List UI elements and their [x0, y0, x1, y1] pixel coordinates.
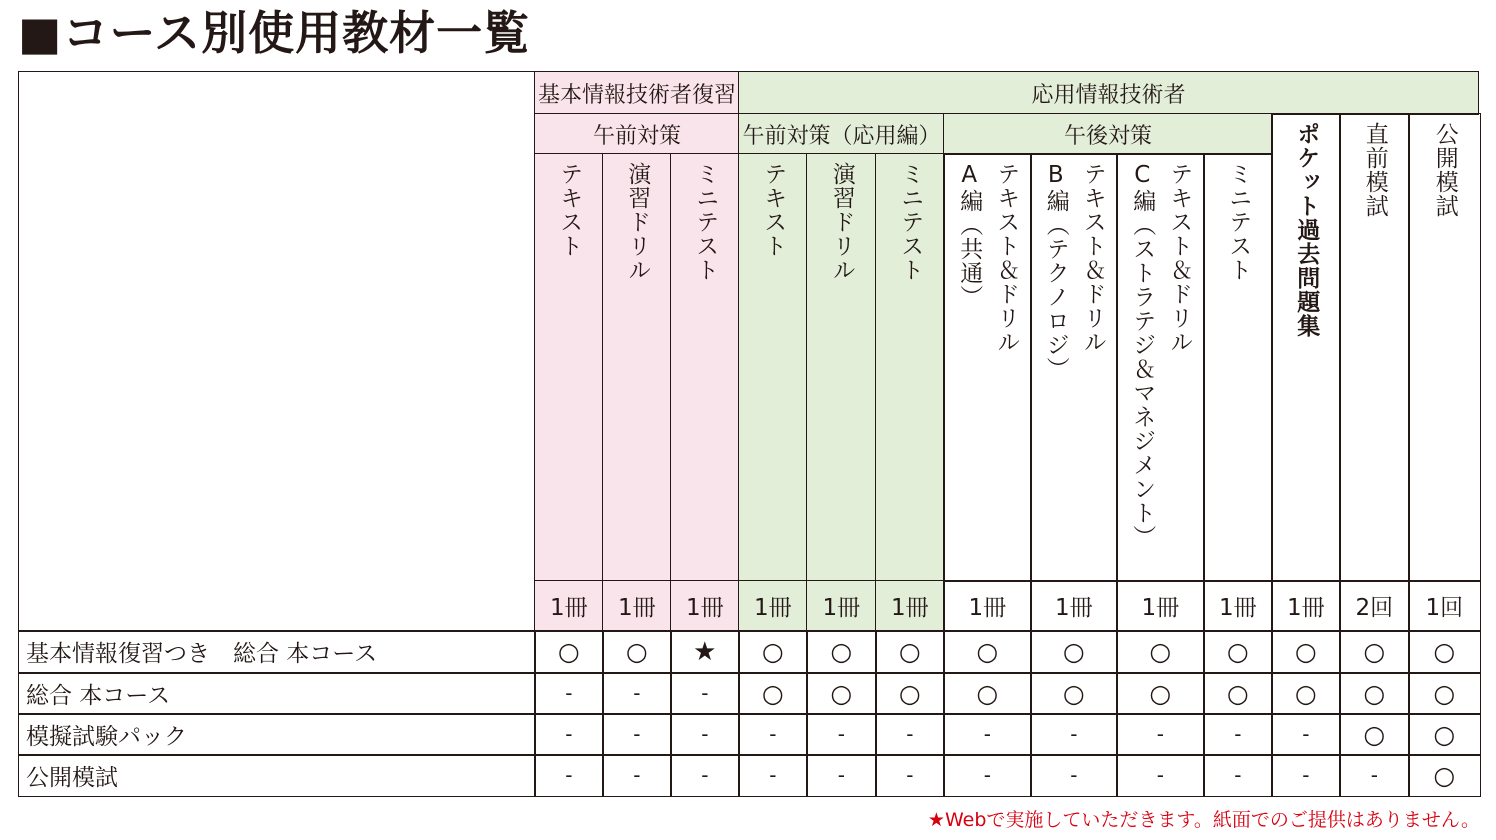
column-header-text: テキスト	[556, 162, 583, 258]
column-header-text: テキスト＆ドリル	[1079, 162, 1106, 354]
row-label: 総合 本コース	[18, 672, 536, 715]
subheader-gozen: 午前対策	[534, 113, 740, 155]
page-title: ■コース別使用教材一覧	[18, 6, 531, 60]
column-header-pm-c	[1116, 153, 1205, 582]
count-cell-k-minitest: 1冊	[670, 580, 740, 632]
count-cell-k-text: 1冊	[534, 580, 604, 632]
corner-cell	[18, 71, 536, 632]
circle-mark: ○	[1408, 713, 1481, 756]
circle-mark: ○	[534, 630, 604, 674]
star-mark: ★	[670, 630, 740, 674]
dash-mark: -	[1203, 754, 1273, 797]
dash-mark: -	[534, 754, 604, 797]
dash-mark: -	[806, 754, 877, 797]
dash-mark: -	[534, 713, 604, 756]
circle-mark: ○	[1116, 630, 1205, 674]
column-header-a-text	[738, 153, 808, 582]
circle-mark: ○	[1116, 672, 1205, 715]
count-cell-pm-minitest: 1冊	[1203, 580, 1273, 632]
column-header-pm-minitest	[1203, 153, 1273, 582]
dash-mark: -	[602, 754, 672, 797]
column-header-text: A編（共通）	[956, 162, 983, 309]
dash-mark: -	[738, 713, 808, 756]
column-header-text: ミニテスト	[1225, 162, 1252, 282]
circle-mark: ○	[806, 630, 877, 674]
column-header-text: 演習ドリル	[828, 162, 855, 282]
circle-mark: ○	[1203, 672, 1273, 715]
dash-mark: -	[1271, 754, 1341, 797]
circle-mark: ○	[1271, 672, 1341, 715]
footnote: ★Webで実施していただきます。紙面でのご提供はありません。	[927, 809, 1480, 831]
dash-mark: -	[1030, 713, 1118, 756]
column-header-k-drill	[602, 153, 672, 582]
column-header-text: 公開模試	[1431, 122, 1458, 218]
column-header-text: ミニテスト	[897, 162, 924, 282]
count-cell-chokuzen: 2回	[1339, 580, 1410, 632]
count-cell-koukai: 1回	[1408, 580, 1481, 632]
row-label: 公開模試	[18, 754, 536, 797]
circle-mark: ○	[1030, 672, 1118, 715]
column-header-text: ポケット過去問題集	[1293, 122, 1320, 338]
column-header-chokuzen	[1339, 113, 1410, 582]
circle-mark: ○	[806, 672, 877, 715]
circle-mark: ○	[738, 672, 808, 715]
dash-mark: -	[943, 754, 1032, 797]
column-header-koukai	[1408, 113, 1481, 582]
column-header-k-minitest	[670, 153, 740, 582]
circle-mark: ○	[1339, 630, 1410, 674]
column-header-text: ミニテスト	[692, 162, 719, 282]
dash-mark: -	[670, 713, 740, 756]
circle-mark: ○	[875, 630, 945, 674]
count-cell-pm-c: 1冊	[1116, 580, 1205, 632]
circle-mark: ○	[1203, 630, 1273, 674]
group-header-ouyou: 応用情報技術者	[738, 71, 1479, 115]
circle-mark: ○	[1271, 630, 1341, 674]
dash-mark: -	[1116, 754, 1205, 797]
circle-mark: ○	[738, 630, 808, 674]
circle-mark: ○	[1030, 630, 1118, 674]
circle-mark: ○	[943, 672, 1032, 715]
count-cell-a-drill: 1冊	[806, 580, 877, 632]
circle-mark: ○	[1408, 630, 1481, 674]
column-header-pocket	[1271, 113, 1341, 582]
row-label: 基本情報復習つき 総合 本コース	[18, 630, 536, 674]
dash-mark: -	[943, 713, 1032, 756]
column-header-a-drill	[806, 153, 877, 582]
count-cell-a-minitest: 1冊	[875, 580, 945, 632]
circle-mark: ○	[1339, 713, 1410, 756]
column-header-pm-b	[1030, 153, 1118, 582]
column-header-text: テキスト	[760, 162, 787, 258]
column-header-text: 直前模試	[1361, 122, 1388, 218]
column-header-k-text	[534, 153, 604, 582]
dash-mark: -	[670, 672, 740, 715]
circle-mark: ○	[1408, 672, 1481, 715]
row-label: 模擬試験パック	[18, 713, 536, 756]
column-header-text: テキスト＆ドリル	[1166, 162, 1193, 354]
count-cell-pocket: 1冊	[1271, 580, 1341, 632]
column-header-pm-a	[943, 153, 1032, 582]
dash-mark: -	[1030, 754, 1118, 797]
circle-mark: ○	[875, 672, 945, 715]
count-cell-pm-b: 1冊	[1030, 580, 1118, 632]
dash-mark: -	[875, 713, 945, 756]
circle-mark: ○	[943, 630, 1032, 674]
column-header-text: 演習ドリル	[624, 162, 651, 282]
dash-mark: -	[1203, 713, 1273, 756]
group-header-kihon-fukushu: 基本情報技術者復習	[534, 71, 740, 115]
column-header-text: C編（ストラテジ＆マネジメント）	[1129, 162, 1156, 549]
dash-mark: -	[534, 672, 604, 715]
dash-mark: -	[1271, 713, 1341, 756]
dash-mark: -	[1116, 713, 1205, 756]
count-cell-pm-a: 1冊	[943, 580, 1032, 632]
column-header-a-minitest	[875, 153, 945, 582]
subheader-gogo: 午後対策	[943, 113, 1273, 155]
dash-mark: -	[602, 672, 672, 715]
count-cell-a-text: 1冊	[738, 580, 808, 632]
dash-mark: -	[670, 754, 740, 797]
column-header-text: B編（テクノロジ）	[1042, 162, 1069, 381]
dash-mark: -	[1339, 754, 1410, 797]
dash-mark: -	[738, 754, 808, 797]
column-header-text: テキスト＆ドリル	[993, 162, 1020, 354]
dash-mark: -	[806, 713, 877, 756]
circle-mark: ○	[1408, 754, 1481, 797]
subheader-gozen-ouyou: 午前対策（応用編）	[738, 113, 945, 155]
dash-mark: -	[875, 754, 945, 797]
dash-mark: -	[602, 713, 672, 756]
circle-mark: ○	[1339, 672, 1410, 715]
count-cell-k-drill: 1冊	[602, 580, 672, 632]
circle-mark: ○	[602, 630, 672, 674]
